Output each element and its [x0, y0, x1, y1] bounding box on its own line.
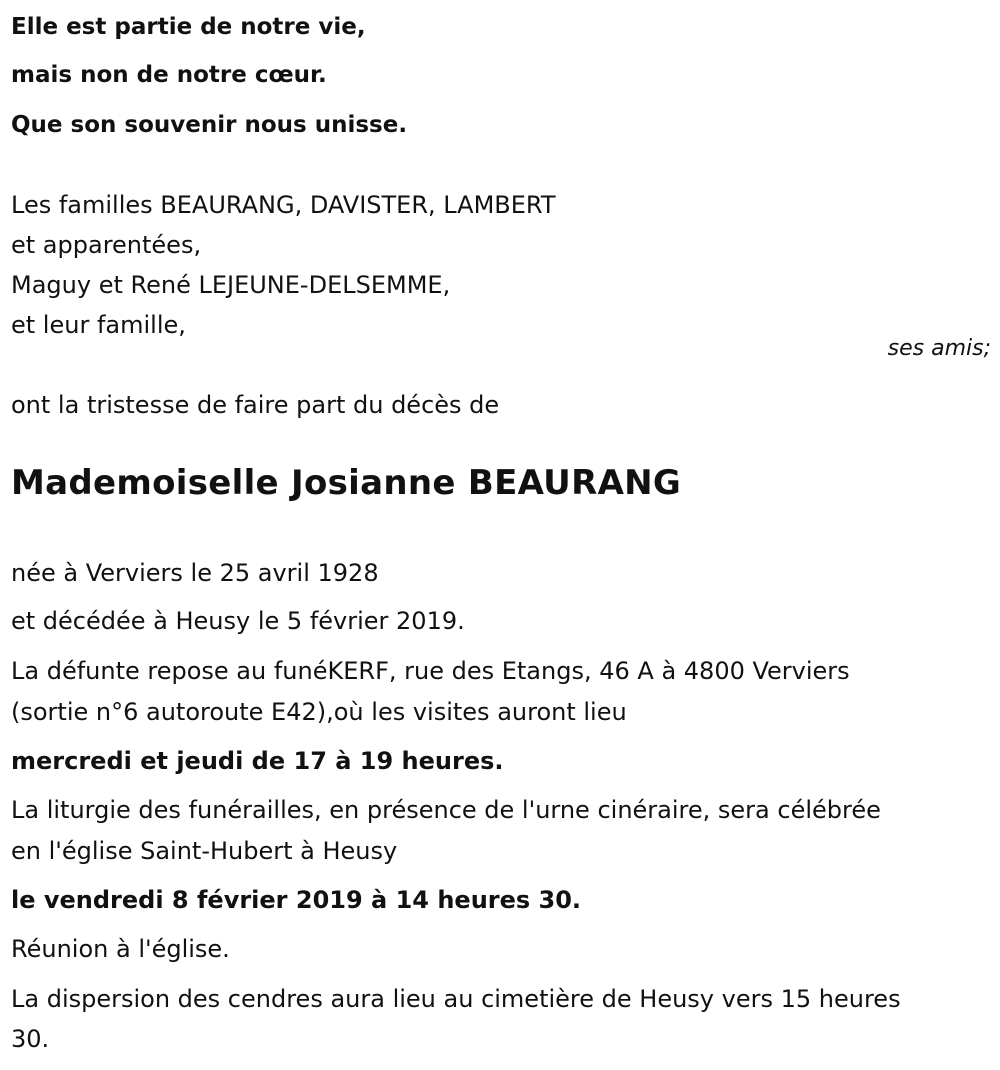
verse-line-1: Elle est partie de notre vie,: [11, 14, 366, 40]
deceased-name: Mademoiselle Josianne BEAURANG: [11, 463, 682, 503]
repose-line-2: (sortie n°6 autoroute E42),où les visites auront lieu: [11, 698, 627, 726]
dispersion-line-2: 30.: [11, 1025, 50, 1053]
dispersion-line-1: La dispersion des cendres aura lieu au cimetière de Heusy vers 15 heures: [11, 985, 901, 1013]
friends-text: ses amis;: [887, 336, 991, 361]
ceremony-date-text: le vendredi 8 février 2019 à 14 heures 30.: [11, 886, 582, 914]
announcement-text: ont la tristesse de faire part du décès de: [11, 391, 500, 419]
families-line-2: et apparentées,: [11, 231, 202, 259]
liturgy-line-2: en l'église Saint-Hubert à Heusy: [11, 837, 398, 865]
families-line-1: Les familles BEAURANG, DAVISTER, LAMBERT: [11, 191, 556, 219]
repose-line-1: La défunte repose au funéKERF, rue des Etangs, 46 A à 4800 Verviers: [11, 657, 850, 685]
verse-line-3: Que son souvenir nous unisse.: [11, 112, 408, 138]
verse-line-2: mais non de notre cœur.: [11, 62, 327, 88]
meeting-text: Réunion à l'église.: [11, 935, 230, 963]
liturgy-line-1: La liturgie des funérailles, en présence de l'urne cinéraire, sera célébrée: [11, 796, 881, 824]
birth-text: née à Verviers le 25 avril 1928: [11, 559, 379, 587]
visits-text: mercredi et jeudi de 17 à 19 heures.: [11, 747, 504, 775]
death-text: et décédée à Heusy le 5 février 2019.: [11, 607, 465, 635]
families-line-3: Maguy et René LEJEUNE-DELSEMME,: [11, 271, 451, 299]
families-line-4: et leur famille,: [11, 311, 186, 339]
